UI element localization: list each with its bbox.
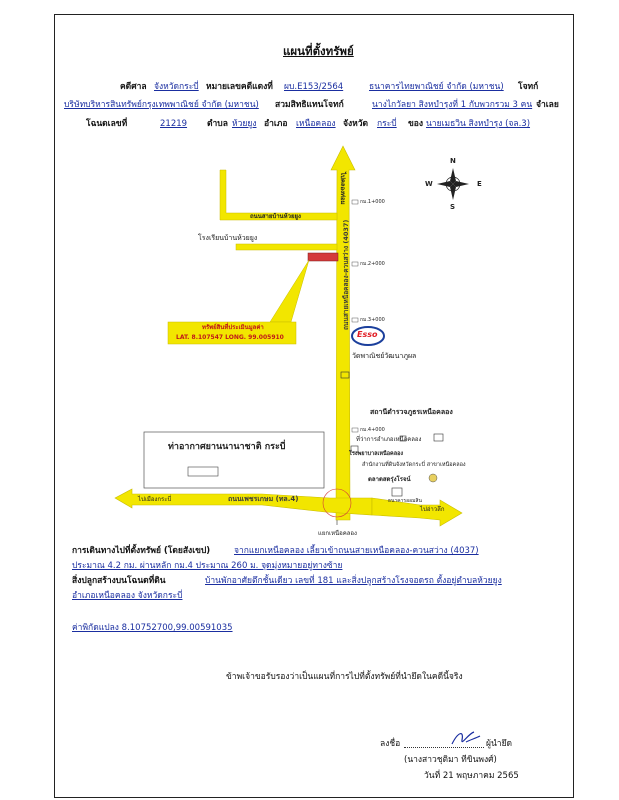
road-4037-label: ถนนสายเหนือคลอง-ควนสว่าง (4037): [342, 219, 350, 330]
page-title: แผนที่ตั้งทรัพย์: [283, 44, 354, 58]
signer-role: ผู้นำยึด: [486, 739, 513, 749]
market-label: ตลาดสดรุ่งโรจน์: [368, 476, 411, 483]
buildings-line-2: อำเภอเหนือคลอง จังหวัดกระบี่: [72, 591, 183, 601]
buildings-line-1: บ้านพักอาศัยตึกชั้นเดียว เลขที่ 181 และสิ่งปลูกสร้างโรงจอดรถ ตั้งอยู่ตำบลห้วยยูง: [205, 576, 502, 586]
land-office-label: สำนักงานที่ดินจังหวัดกระบี่ สาขาเหนือคลอง: [362, 462, 466, 468]
km-marker-label: กม.4+000: [360, 427, 385, 433]
compass-w: W: [425, 180, 433, 188]
compass-n: N: [450, 157, 456, 165]
owner-value: นายเมธวิน สิงหบำรุง (จล.3): [426, 119, 531, 129]
deed-label: โฉนดเลขที่: [86, 119, 128, 129]
tambon-label: ตำบล: [207, 119, 228, 129]
bank-label: ธนาคารออมสิน: [388, 498, 422, 504]
property-label: ทรัพย์สินที่ประเมินมูลค่า: [202, 324, 264, 331]
bank-icon: [392, 488, 402, 496]
owner-label: ของ: [408, 119, 424, 129]
signature-mark: [448, 728, 482, 750]
court-label: คดีศาล: [120, 82, 147, 92]
km-marker-icon: [352, 428, 358, 432]
km-marker-label: กม.2+000: [360, 261, 385, 267]
highway-4-label: ถนนเพชรเกษม (ทล.4): [228, 495, 299, 503]
plaintiff-original: ธนาคารไทยพาณิชย์ จำกัด (มหาชน): [369, 82, 504, 92]
parcel-coordinates: ค่าพิกัดแปลง 8.10752700,99.00591035: [72, 623, 233, 633]
school-road: [236, 244, 337, 250]
case-label: หมายเลขคดีแดงที่: [206, 82, 273, 92]
directions-line-1: จากแยกเหนือคลอง เลี้ยวเข้าถนนสายเหนือคลอง-ควนสว่าง (4037): [234, 546, 479, 556]
airport-terminal: [188, 467, 218, 476]
north-direction-label: ไปคลองท่อม: [339, 172, 346, 205]
km-marker-icon: [352, 200, 358, 204]
amphoe-label: อำเภอ: [264, 119, 288, 129]
province-label: จังหวัด: [343, 119, 369, 129]
signer-name: (นางสาวชุติมา ทีขินพงศ์): [404, 755, 497, 765]
amphoe-value: เหนือคลอง: [296, 119, 336, 129]
compass-s: S: [450, 203, 456, 211]
market-icon: [429, 474, 437, 482]
property-callout-pointer: [270, 260, 309, 322]
esso-label: Esso: [357, 330, 378, 339]
junction-label: แยกเหนือคลอง: [318, 530, 357, 537]
successor-label: สวมสิทธิแทนโจทก์: [275, 100, 344, 110]
airport-label: ท่าอากาศยานนานาชาติ กระบี่: [168, 442, 286, 452]
signature-date: วันที่ 21 พฤษภาคม 2565: [424, 771, 519, 781]
directions-label: การเดินทางไปที่ตั้งทรัพย์ (โดยสังเขป): [72, 546, 211, 556]
defendant-label: จำเลย: [536, 100, 559, 110]
deed-value: 21219: [160, 119, 188, 129]
defendant-value: นางไกวัลยา สิงหบำรุงที่ 1 กับพวกรวม 3 คน: [372, 100, 533, 110]
km-marker-label: กม.1+000: [360, 199, 385, 205]
certification-text: ข้าพเจ้าขอรับรองว่าเป็นแผนที่การไปที่ตั้งทรัพย์ที่นำยึดในคดีนี้จริง: [226, 672, 463, 682]
police-label: สถานีตำรวจภูธรเหนือคลอง: [370, 408, 453, 416]
directions-line-2: ประมาณ 4.2 กม. ผ่านหลัก กม.4 ประมาณ 260 ม. จุดมุ่งหมายอยู่ทางซ้าย: [72, 561, 343, 571]
km-marker-icon: [352, 318, 358, 322]
property-coords: LAT. 8.107547 LONG. 99.005910: [176, 334, 284, 341]
province-value: กระบี่: [377, 119, 397, 129]
side-road-label: ถนนสายบ้านห้วยยูง: [250, 213, 301, 220]
police-icon: [434, 434, 443, 441]
school-label: โรงเรียนบ้านห้วยยูง: [198, 234, 258, 242]
plaintiff-label: โจทก์: [518, 82, 539, 92]
sign-label: ลงชื่อ: [380, 739, 401, 749]
east-direction-label: ไปอ่าวลึก: [420, 506, 445, 513]
court-value: จังหวัดกระบี่: [154, 82, 199, 92]
km-marker-icon: [352, 262, 358, 266]
compass-icon: [437, 168, 469, 200]
west-direction-label: ไปเมืองกระบี่: [138, 496, 172, 503]
buildings-label: สิ่งปลูกสร้างบนโฉนดที่ดิน: [72, 576, 166, 586]
hospital-label: โรงพยาบาลเหนือคลอง: [349, 451, 404, 457]
temple-label: วัดพาณิชย์วัฒนาภูผล: [352, 352, 417, 360]
district-office-label: ที่ว่าการอำเภอเหนือคลอง: [356, 436, 422, 443]
km-marker-label: กม.3+000: [360, 317, 385, 323]
property-marker: [308, 253, 338, 261]
case-value: ผบ.E153/2564: [284, 82, 344, 92]
compass-e: E: [477, 180, 482, 188]
tambon-value: ห้วยยูง: [232, 119, 257, 129]
airport-area: [144, 432, 324, 488]
plaintiff-successor: บริษัทบริหารสินทรัพย์กรุงเทพพาณิชย์ จำกัด (มหาชน): [64, 100, 259, 110]
